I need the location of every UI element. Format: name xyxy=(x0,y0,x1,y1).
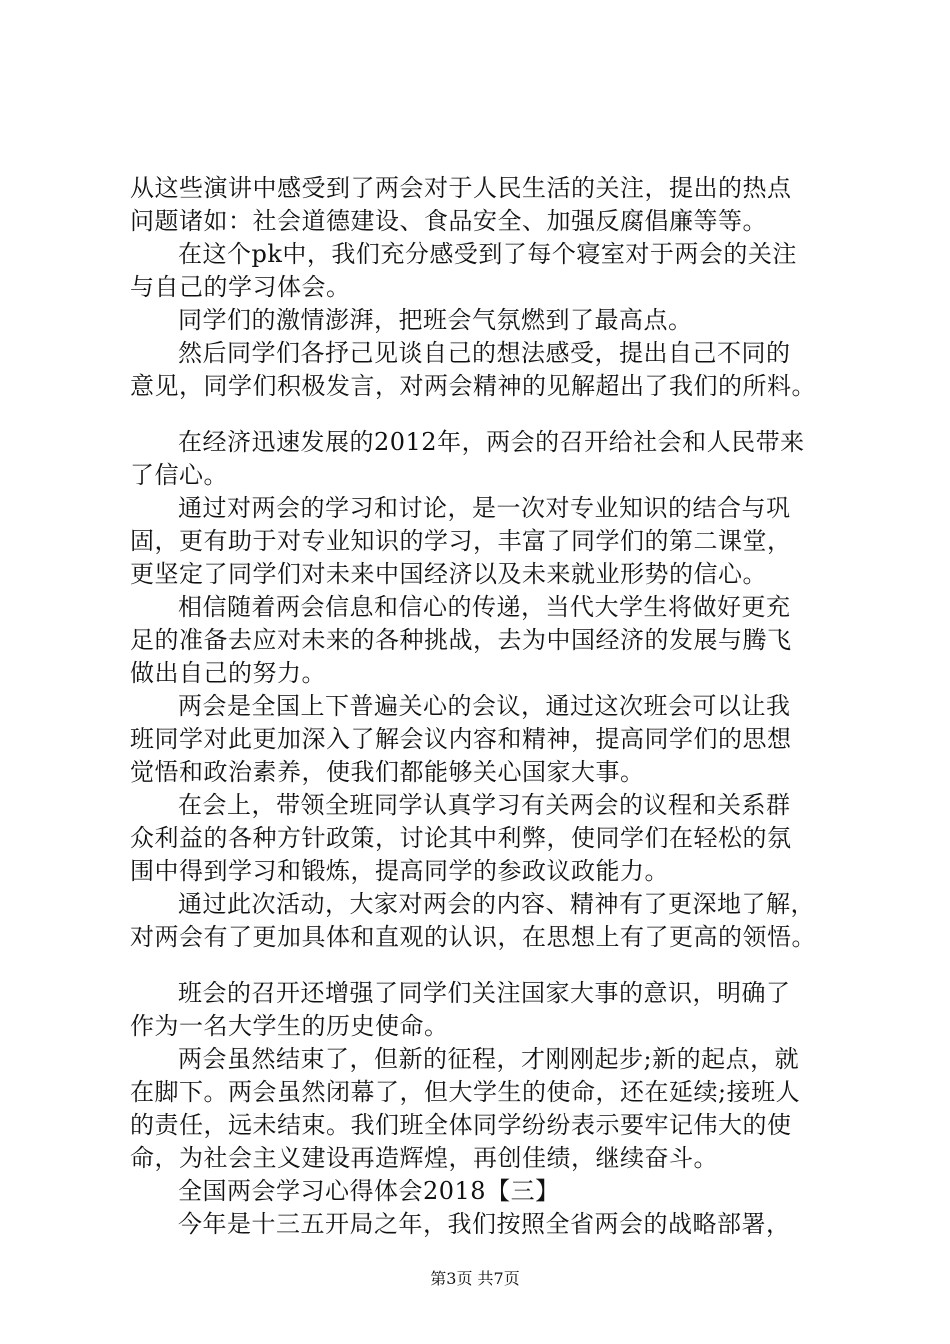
text-line: 在会上，带领全班同学认真学习有关两会的议程和关系群 xyxy=(178,791,791,819)
text-line: 然后同学们各抒己见谈自己的想法感受，提出自己不同的 xyxy=(178,339,791,367)
text-line: 从这些演讲中感受到了两会对于人民生活的关注，提出的热点 xyxy=(130,174,792,202)
text-line: 的责任，远未结束。我们班全体同学纷纷表示要牢记伟大的使 xyxy=(130,1111,792,1139)
text-line: 班同学对此更加深入了解会议内容和精神，提高同学们的思想 xyxy=(130,725,792,753)
text-line: 同学们的激情澎湃，把班会气氛燃到了最高点。 xyxy=(178,306,693,334)
text-line: 了信心。 xyxy=(130,461,228,489)
text-line: 觉悟和政治素养，使我们都能够关心国家大事。 xyxy=(130,758,645,786)
text-line: 通过对两会的学习和讨论，是一次对专业知识的结合与巩 xyxy=(178,494,791,522)
text-line: 作为一名大学生的历史使命。 xyxy=(130,1012,449,1040)
text-line: 固，更有助于对专业知识的学习，丰富了同学们的第二课堂， xyxy=(130,527,792,555)
text-line: 众利益的各种方针政策，讨论其中利弊，使同学们在轻松的氛 xyxy=(130,824,792,852)
text-line: 在这个pk中，我们充分感受到了每个寝室对于两会的关注 xyxy=(178,240,797,268)
text-line: 做出自己的努力。 xyxy=(130,659,326,687)
section-heading: 全国两会学习心得体会2018【三】 xyxy=(178,1177,560,1205)
text-line: 在经济迅速发展的2012年，两会的召开给社会和人民带来 xyxy=(178,428,805,456)
text-line: 对两会有了更加具体和直观的认识，在思想上有了更高的领悟。 xyxy=(130,923,816,951)
text-line: 通过此次活动，大家对两会的内容、精神有了更深地了解， xyxy=(178,890,815,918)
text-line: 意见，同学们积极发言，对两会精神的见解超出了我们的所料。 xyxy=(130,372,816,400)
text-line: 两会虽然结束了，但新的征程，才刚刚起步;新的起点，就 xyxy=(178,1045,800,1073)
text-line: 两会是全国上下普遍关心的会议，通过这次班会可以让我 xyxy=(178,692,791,720)
page-number-footer: 第3页 共7页 xyxy=(430,1269,520,1288)
text-line: 班会的召开还增强了同学们关注国家大事的意识，明确了 xyxy=(178,979,791,1007)
text-line: 足的准备去应对未来的各种挑战，去为中国经济的发展与腾飞 xyxy=(130,626,792,654)
text-line: 与自己的学习体会。 xyxy=(130,273,351,301)
text-line: 今年是十三五开局之年，我们按照全省两会的战略部署， xyxy=(178,1210,791,1238)
text-line: 更坚定了同学们对未来中国经济以及未来就业形势的信心。 xyxy=(130,560,767,588)
text-line: 命，为社会主义建设再造辉煌，再创佳绩，继续奋斗。 xyxy=(130,1144,718,1172)
text-line: 相信随着两会信息和信心的传递，当代大学生将做好更充 xyxy=(178,593,791,621)
text-line: 在脚下。两会虽然闭幕了，但大学生的使命，还在延续;接班人 xyxy=(130,1078,801,1106)
text-line: 问题诸如：社会道德建设、食品安全、加强反腐倡廉等等。 xyxy=(130,207,767,235)
text-line: 围中得到学习和锻炼，提高同学的参政议政能力。 xyxy=(130,857,669,885)
